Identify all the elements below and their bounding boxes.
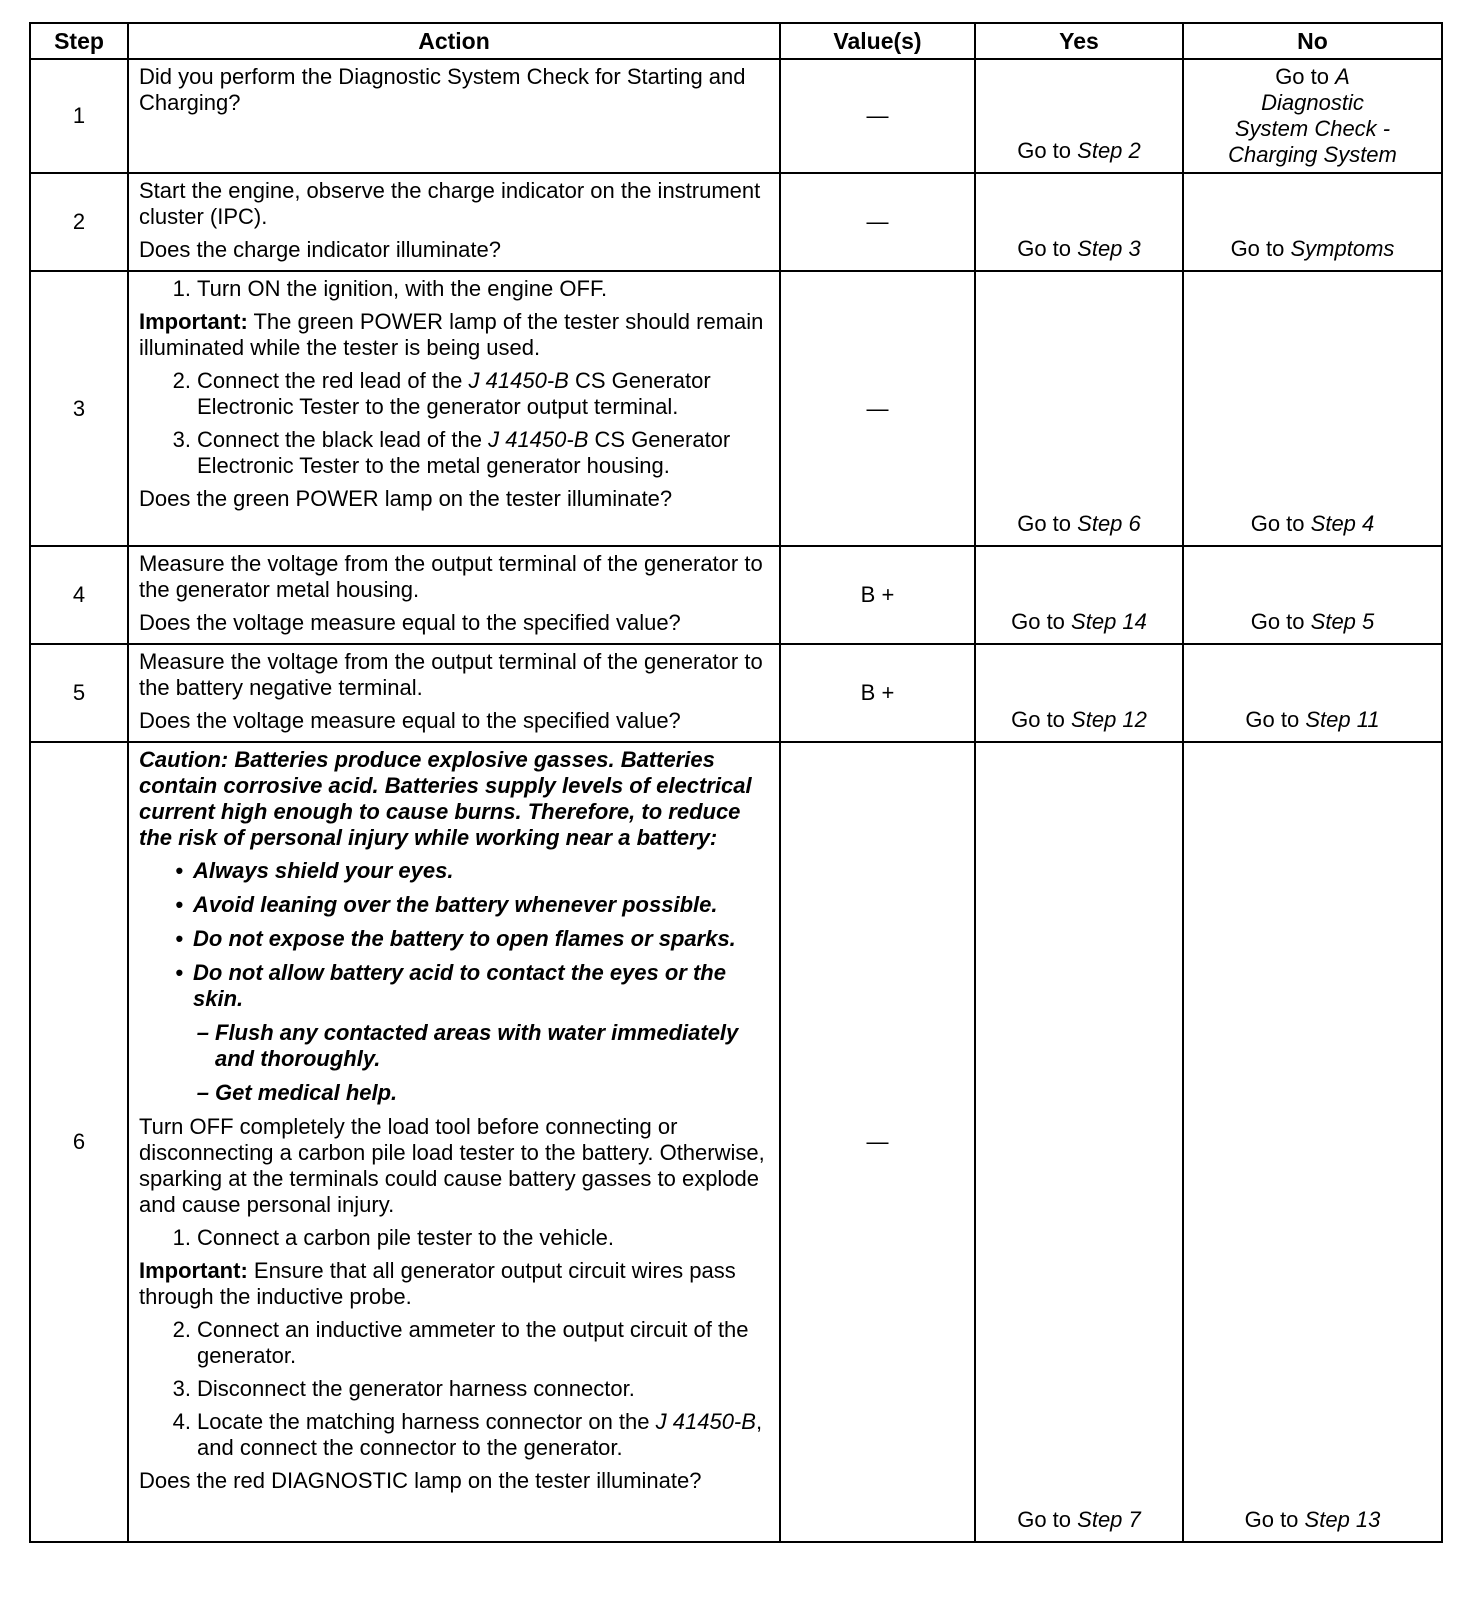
table-row-step-2 (30, 173, 1442, 271)
question-text: Does the voltage measure equal to the specified value? (139, 610, 681, 635)
step-number: 3 (30, 271, 128, 546)
step-number: 4 (30, 546, 128, 644)
go-to-label: Go to (1011, 707, 1065, 732)
action-text: Did you perform the Diagnostic System Check for Starting and Charging? (139, 64, 746, 115)
header-action: Action (128, 23, 780, 59)
table-row-step-6 (30, 742, 1442, 1542)
go-to-label: Go to (1017, 236, 1072, 261)
list-item: • Do not allow battery acid to contact the eyes or the skin. (175, 960, 726, 1011)
go-to-label: Go to (1017, 1507, 1072, 1532)
step-number: 1 (30, 59, 128, 173)
tool-name: J 41450-B (468, 368, 569, 393)
go-to-label: Go to (1230, 236, 1285, 261)
action-cell (128, 742, 780, 1542)
important-label: Important: (139, 309, 248, 334)
value-cell: B + (780, 644, 975, 742)
numbered-item: 4. Locate the matching harness connector on the J 41450-B, and connect the connector to the generator. (172, 1409, 763, 1460)
go-to-label: Go to A (1275, 64, 1350, 89)
yes-cell (975, 742, 1183, 1542)
list-item: – Get medical help. (196, 1080, 398, 1105)
numbered-item: 3. Disconnect the generator harness connector. (172, 1376, 635, 1401)
go-to-label: Go to (1017, 511, 1072, 536)
tool-name: J 41450-B (488, 427, 589, 452)
table-row-step-5 (30, 644, 1442, 742)
action-text: Start the engine, observe the charge indicator on the instrument cluster (IPC). (139, 178, 761, 229)
numbered-item: 1. Connect a carbon pile tester to the vehicle. (172, 1225, 615, 1250)
no-target: Step 5 (1310, 609, 1375, 634)
value-cell: — (780, 742, 975, 1542)
action-text: Measure the voltage from the output terminal of the generator to the generator metal housing. (139, 551, 763, 602)
go-to-label: Go to (1017, 138, 1072, 163)
list-item: – Flush any contacted areas with water immediately and thoroughly. (196, 1020, 739, 1071)
caution-text: Caution: Batteries produce explosive gasses. Batteries contain corrosive acid. Batteries supply levels of electrical current high enough to cause burns. Therefore, to reduce the risk of personal injury while working near a battery: (139, 747, 752, 850)
yes-cell (975, 644, 1183, 742)
value-cell: B + (780, 546, 975, 644)
question-text: Does the charge indicator illuminate? (139, 237, 501, 262)
no-target: Step 13 (1304, 1507, 1381, 1532)
step-number: 2 (30, 173, 128, 271)
no-target-line: Diagnostic (1261, 90, 1364, 115)
tool-name: J 41450-B (655, 1409, 756, 1434)
yes-target: Step 6 (1077, 511, 1141, 536)
value-cell: — (780, 173, 975, 271)
list-item: • Avoid leaning over the battery whenever possible. (175, 892, 718, 917)
no-cell (1183, 644, 1442, 742)
yes-cell (975, 173, 1183, 271)
numbered-item: 2. Connect an inductive ammeter to the output circuit of the generator. (172, 1317, 749, 1368)
yes-cell (975, 59, 1183, 173)
no-cell (1183, 271, 1442, 546)
go-to-label: Go to (1250, 511, 1305, 536)
action-cell (128, 271, 780, 546)
important-text: Ensure that all generator output circuit wires pass through the inductive probe. (139, 1258, 736, 1309)
note-text: Turn OFF completely the load tool before connecting or disconnecting a carbon pile load tester to the battery. Otherwise, sparking at the terminals could cause battery gasses to explode and cause personal injury. (139, 1114, 765, 1217)
yes-cell (975, 271, 1183, 546)
no-cell (1183, 742, 1442, 1542)
action-text: Measure the voltage from the output terminal of the generator to the battery negative terminal. (139, 649, 763, 700)
important-note (139, 1258, 773, 1310)
list-item: • Always shield your eyes. (175, 858, 454, 883)
no-target: Symptoms (1290, 236, 1395, 261)
no-target-line: A (1335, 64, 1350, 89)
numbered-item: 2. Connect the red lead of the J 41450-B CS Generator Electronic Tester to the generator output terminal. (172, 368, 711, 419)
table-row-step-3 (30, 271, 1442, 546)
go-to-label: Go to (1244, 1507, 1299, 1532)
table-row-step-4 (30, 546, 1442, 644)
header-row (30, 23, 1442, 59)
diagnostic-table (29, 22, 1443, 1543)
question-text: Does the green POWER lamp on the tester illuminate? (139, 486, 673, 511)
header-yes: Yes (975, 23, 1183, 59)
no-target-line: Charging System (1228, 142, 1397, 167)
header-no: No (1183, 23, 1442, 59)
no-cell (1183, 173, 1442, 271)
question-text: Does the voltage measure equal to the specified value? (139, 708, 681, 733)
action-cell (128, 59, 780, 173)
no-cell (1183, 546, 1442, 644)
yes-target: Step 12 (1071, 707, 1147, 732)
no-target: Step 11 (1305, 707, 1380, 732)
step-number: 6 (30, 742, 128, 1542)
numbered-item: 3. Connect the black lead of the J 41450-B CS Generator Electronic Tester to the metal generator housing. (172, 427, 731, 478)
list-item: • Do not expose the battery to open flames or sparks. (175, 926, 736, 951)
step-number: 5 (30, 644, 128, 742)
table-row-step-1 (30, 59, 1442, 173)
header-values: Value(s) (780, 23, 975, 59)
yes-target: Step 7 (1077, 1507, 1141, 1532)
yes-target: Step 2 (1077, 138, 1141, 163)
important-text: The green POWER lamp of the tester should remain illuminated while the tester is being used. (139, 309, 764, 360)
value-cell: — (780, 271, 975, 546)
important-label: Important: (139, 1258, 248, 1283)
no-target-line: System Check - (1234, 116, 1391, 141)
header-step: Step (30, 23, 128, 59)
yes-target: Step 3 (1077, 236, 1141, 261)
numbered-item: 1. Turn ON the ignition, with the engine OFF. (172, 276, 608, 301)
go-to-label: Go to (1250, 609, 1305, 634)
action-cell (128, 173, 780, 271)
action-cell (128, 546, 780, 644)
important-note (139, 309, 773, 361)
go-to-label: Go to (1011, 609, 1065, 634)
no-cell (1183, 59, 1442, 173)
yes-cell (975, 546, 1183, 644)
action-cell (128, 644, 780, 742)
value-cell: — (780, 59, 975, 173)
yes-target: Step 14 (1071, 609, 1147, 634)
go-to-label: Go to (1245, 707, 1300, 732)
no-target: Step 4 (1310, 511, 1375, 536)
question-text: Does the red DIAGNOSTIC lamp on the tester illuminate? (139, 1468, 702, 1493)
